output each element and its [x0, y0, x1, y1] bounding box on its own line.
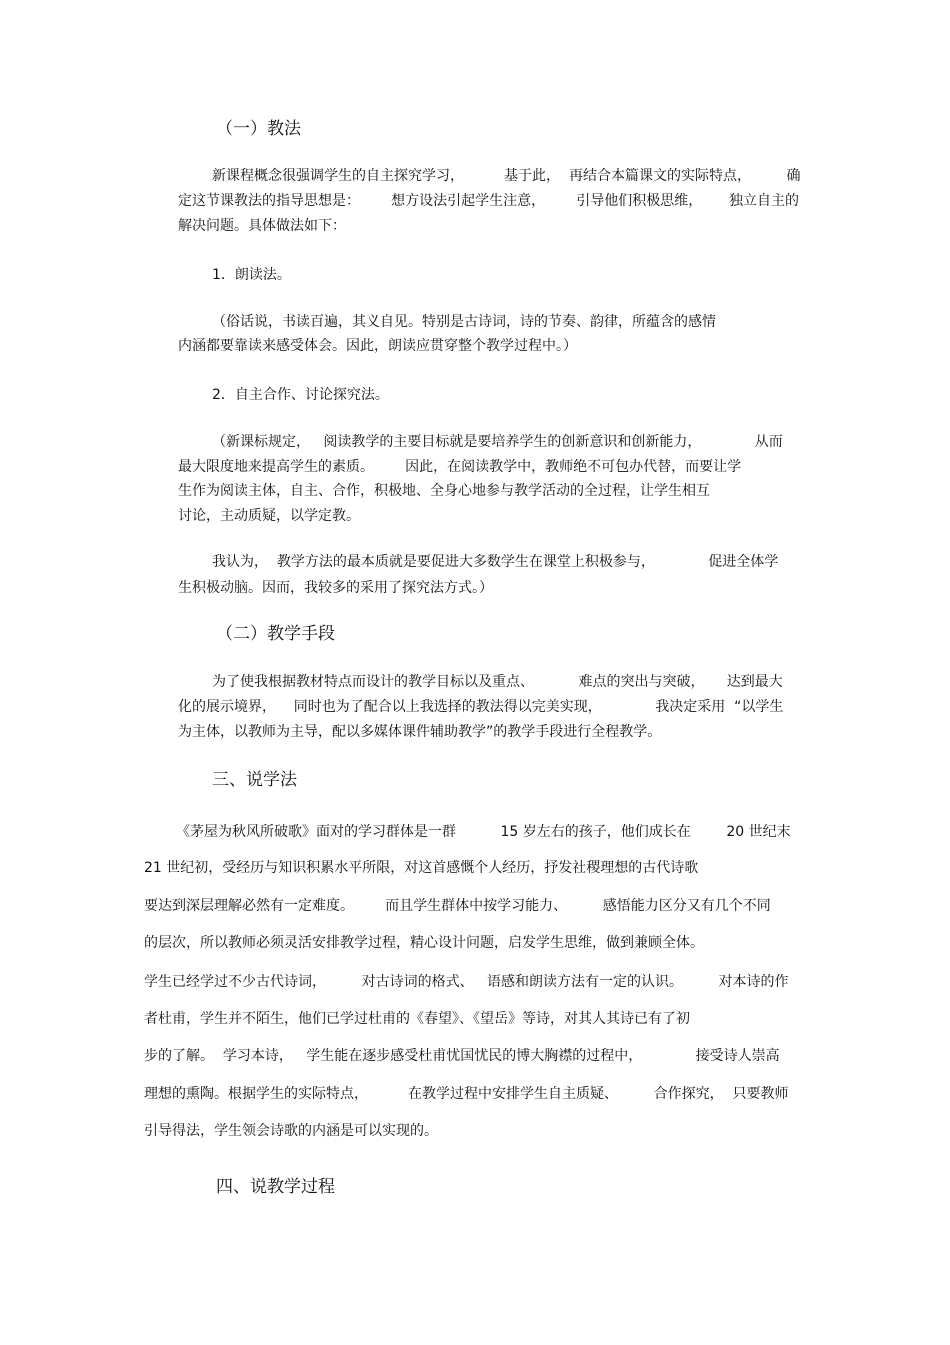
- para-shouduan-line-1: 为了使我根据教材特点而设计的教学目标以及重点、 难点的突出与突破， 达到最大: [212, 674, 783, 690]
- item2-text-line-4: 讨论，主动质疑，以学定教。: [178, 508, 360, 524]
- para-jiaofa-line-2: 定这节课教法的指导思想是： 想方设法引起学生注意， 引导他们积极思维， 独立自主的: [178, 193, 800, 209]
- xuefa-line-1: 《茅屋为秋风所破歌》面对的学习群体是一群 15 岁左右的孩子，他们成长在 20 世纪末: [176, 824, 791, 840]
- item2-text-line-1: （新课标规定， 阅读教学的主要目标就是要培养学生的创新意识和创新能力， 从而: [212, 434, 783, 450]
- para-shouduan-line-2: 化的展示境界， 同时也为了配合以上我选择的教法得以完美实现， 我决定采用 “以学生: [178, 699, 784, 715]
- para-shouduan-line-3: 为主体，以教师为主导，配以多媒体课件辅助教学”的教学手段进行全程教学。: [178, 724, 662, 740]
- xuefa-line-3: 要达到深层理解必然有一定难度。 而且学生群体中按学习能力、 感悟能力区分又有几个不同: [144, 898, 771, 914]
- item2-text-line-3: 生作为阅读主体，自主、合作，积极地、全身心地参与教学活动的全过程，让学生相互: [178, 483, 710, 499]
- xuefa-line-4: 的层次，所以教师必须灵活安排教学过程，精心设计问题，启发学生思维，做到兼顾全体。: [144, 935, 704, 951]
- item1-title: 1．朗读法。: [212, 267, 291, 283]
- xuefa-line-6: 者杜甫，学生并不陌生，他们已学过杜甫的《春望》、《望岳》等诗，对其人其诗已有了初: [144, 1011, 690, 1027]
- para-jiaofa-line-3: 解决问题。具体做法如下：: [178, 218, 346, 234]
- para-jiaofa-line-1: 新课程概念很强调学生的自主探究学习， 基于此， 再结合本篇课文的实际特点， 确: [212, 168, 801, 184]
- para-woren-line-2: 生积极动脑。因而，我较多的采用了探究法方式。）: [178, 580, 493, 596]
- item2-title: 2．自主合作、讨论探究法。: [212, 387, 389, 403]
- item1-text-line-1: （俗话说，书读百遍，其义自见。特别是古诗词，诗的节奏、韵律，所蕴含的感情: [212, 314, 716, 330]
- heading-jiaofa: （一）教法: [216, 119, 301, 139]
- para-woren-line-1: 我认为， 教学方法的最本质就是要促进大多数学生在课堂上积极参与， 促进全体学: [212, 554, 779, 570]
- item1-text-line-2: 内涵都要靠读来感受体会。因此，朗读应贯穿整个教学过程中。）: [178, 338, 577, 354]
- heading-xuefa: 三、说学法: [212, 770, 297, 790]
- heading-guocheng: 四、说教学过程: [216, 1177, 335, 1197]
- xuefa-line-9: 引导得法，学生领会诗歌的内涵是可以实现的。: [144, 1123, 438, 1139]
- xuefa-line-2: 21 世纪初，受经历与知识积累水平所限，对这首感慨个人经历，抒发社稷理想的古代诗歌: [144, 860, 699, 876]
- heading-shouduan: （二）教学手段: [216, 624, 335, 644]
- xuefa-line-8: 理想的熏陶。根据学生的实际特点， 在教学过程中安排学生自主质疑、 合作探究， 只要教师: [144, 1086, 789, 1102]
- xuefa-line-5: 学生已经学过不少古代诗词， 对古诗词的格式、 语感和朗读方法有一定的认识。 对本诗的作: [144, 974, 789, 990]
- item2-text-line-2: 最大限度地来提高学生的素质。 因此，在阅读教学中，教师绝不可包办代替，而要让学: [178, 459, 742, 475]
- xuefa-line-7: 步的了解。 学习本诗， 学生能在逐步感受杜甫忧国忧民的博大胸襟的过程中， 接受诗人崇高: [144, 1048, 780, 1064]
